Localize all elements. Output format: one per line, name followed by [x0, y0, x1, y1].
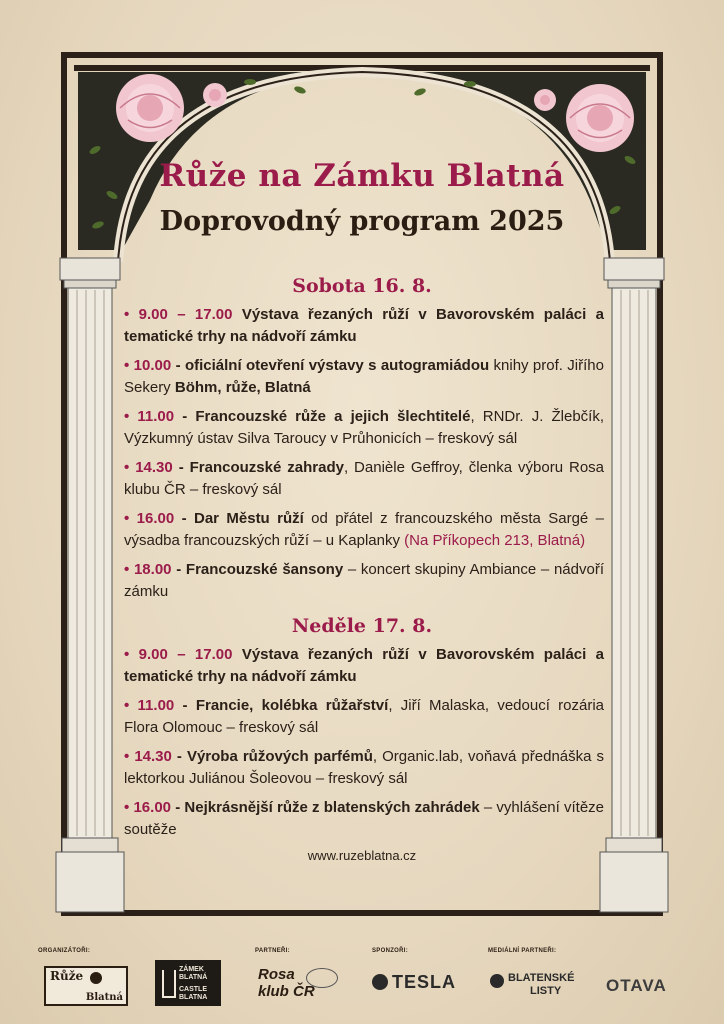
- item-desc: , Organic.lab, voňavá přednáška s lektorkou Juliánou Šoleovou – freskový sál: [124, 748, 605, 787]
- bullet-icon: •: [124, 697, 130, 714]
- logo-rosa-1: Rosa: [258, 966, 295, 983]
- tesla-logo[interactable]: [372, 972, 462, 996]
- list-item: • 11.00 - Francie, kolébka růžařství, Jiří Malaska, vedoucí rozária Flora Olomouc – freskový sál: [124, 697, 604, 736]
- blatenske-listy-logo[interactable]: [490, 970, 586, 1000]
- item-time: 18.00: [133, 561, 172, 578]
- list-item: • 18.00 - Francouzské šansony – koncert skupiny Ambiance – nádvoří zámku: [124, 561, 605, 600]
- item-time: 11.00: [137, 408, 175, 425]
- rose-icon: [306, 968, 338, 988]
- media-partners-label: MEDIÁLNÍ PARTNEŘI:: [488, 948, 557, 954]
- list-item: • 14.30 - Francouzské zahrady, Danièle Geffroy, členka výboru Rosa klubu ČR – freskový sál: [124, 459, 604, 498]
- bullet-icon: •: [124, 357, 130, 374]
- ruze-blatna-logo[interactable]: [44, 966, 128, 1006]
- logo-zamek-4: BLATNA: [179, 994, 208, 1001]
- bullet-icon: •: [124, 306, 130, 323]
- logo-blatenske-2: LISTY: [530, 985, 562, 997]
- item-title: Francouzské zahrady: [189, 459, 344, 476]
- poster-subtitle: Doprovodný program 2025: [159, 206, 565, 237]
- item-title: Výstava řezaných růží v Bavorovském paláci a tematické trhy na nádvoří zámku: [124, 646, 605, 685]
- list-item: • 10.00 - oficiální otevření výstavy s autogramiádou knihy prof. Jiřího Sekery Böhm, růže, Blatná: [124, 357, 604, 396]
- item-title: Francie, kolébka růžařství: [195, 697, 389, 714]
- item-title: Dar Městu růží: [193, 510, 304, 527]
- globe-icon: [490, 974, 504, 988]
- castle-icon: [162, 970, 176, 998]
- sunday-program: [124, 644, 604, 848]
- item-desc: – vyhlášení vítěze soutěže: [124, 799, 605, 838]
- item-desc: , Jiří Malaska, vedoucí rozária Flora Olomouc – freskový sál: [124, 697, 604, 736]
- item-time: 16.00: [136, 510, 175, 527]
- sunday-heading: Neděle 17. 8.: [291, 615, 433, 637]
- item-title: Francouzské šansony: [185, 561, 344, 578]
- item-time: 11.00: [137, 697, 175, 714]
- logo-blatenske-1: BLATENSKÉ: [508, 972, 575, 984]
- logo-tesla: TESLA: [392, 972, 457, 992]
- list-item: [124, 644, 604, 688]
- logo-ruze-top: Růže: [50, 969, 84, 983]
- sponsors-label: SPONZOŘI:: [372, 948, 409, 954]
- item-desc: knihy prof. Jiřího Sekery: [124, 357, 604, 396]
- partners-label: PARTNEŘI:: [255, 948, 290, 954]
- item-time: 14.30: [134, 748, 172, 765]
- item-title: Nejkrásnější růže z blatenských zahrádek: [184, 799, 480, 816]
- item-book-title: Böhm, růže, Blatná: [174, 379, 311, 396]
- item-desc: , RNDr. J. Žlebčík, Výzkumný ústav Silva Taroucy v Průhonicích – freskový sál: [124, 408, 604, 447]
- item-time: 10.00: [133, 357, 172, 374]
- rose-icon: [90, 972, 102, 984]
- list-item: • 11.00 - Francouzské růže a jejich šlechtitelé, RNDr. J. Žlebčík, Výzkumný ústav Silva Taroucy v Průhonicích – freskový sál: [124, 408, 604, 447]
- item-time: 14.30: [135, 459, 173, 476]
- item-desc: – koncert skupiny Ambiance – nádvoří zámku: [124, 561, 605, 600]
- list-item: • 16.00 - Nejkrásnější růže z blatenských zahrádek – vyhlášení vítěze soutěže: [124, 799, 605, 838]
- title-block: [120, 148, 604, 237]
- bullet-icon: •: [124, 561, 130, 578]
- item-time: 9.00 – 17.00: [138, 306, 233, 323]
- website-link[interactable]: www.ruzeblatna.cz: [307, 848, 417, 863]
- item-title: oficiální otevření výstavy s autogramiádou: [184, 357, 490, 374]
- bullet-icon: •: [124, 799, 130, 816]
- poster-title: Růže na Zámku Blatná: [159, 158, 565, 194]
- bullet-icon: •: [124, 748, 130, 765]
- logo-rosa-2: klub ČR: [258, 983, 315, 1000]
- logo-zamek-1: ZÁMEK: [179, 966, 204, 973]
- item-time: 9.00 – 17.00: [138, 646, 233, 663]
- tesla-emblem-icon: [372, 974, 388, 990]
- bullet-icon: •: [124, 459, 130, 476]
- item-title: Výroba růžových parfémů: [186, 748, 373, 765]
- logo-ruze-bottom: Blatná: [85, 992, 123, 1003]
- saturday-heading: Sobota 16. 8.: [292, 275, 432, 297]
- list-item: • 16.00 - Dar Městu růží od přátel z francouzského města Sargé – výsadba francouzských růží – u Kaplanky (Na Příkopech 213, Blatná): [124, 510, 604, 549]
- logo-zamek-2: BLATNÁ: [179, 974, 208, 981]
- bullet-icon: •: [124, 646, 130, 663]
- bullet-icon: •: [124, 510, 130, 527]
- zamek-blatna-logo[interactable]: [155, 960, 221, 1006]
- item-desc: od přátel z francouzského města Sargé – výsadba francouzských růží – u Kaplanky: [124, 510, 604, 549]
- otava-logo[interactable]: OTAVA: [606, 976, 667, 995]
- logo-zamek-3: CASTLE: [179, 986, 207, 993]
- item-title: Francouzské růže a jejich šlechtitelé: [195, 408, 471, 425]
- list-item: [124, 304, 604, 348]
- organizers-label: ORGANIZÁTOŘI:: [38, 948, 91, 954]
- item-address: (Na Příkopech 213, Blatná): [404, 532, 586, 549]
- rosa-klub-logo[interactable]: [256, 964, 342, 1004]
- list-item: • 14.30 - Výroba růžových parfémů, Organic.lab, voňavá přednáška s lektorkou Juliánou Šoleovou – freskový sál: [124, 748, 605, 787]
- saturday-program: [124, 304, 604, 610]
- item-time: 16.00: [133, 799, 172, 816]
- item-title: Výstava řezaných růží v Bavorovském paláci a tematické trhy na nádvoří zámku: [124, 306, 605, 345]
- item-desc: , Danièle Geffroy, členka výboru Rosa klubu ČR – freskový sál: [124, 459, 604, 498]
- bullet-icon: •: [124, 408, 130, 425]
